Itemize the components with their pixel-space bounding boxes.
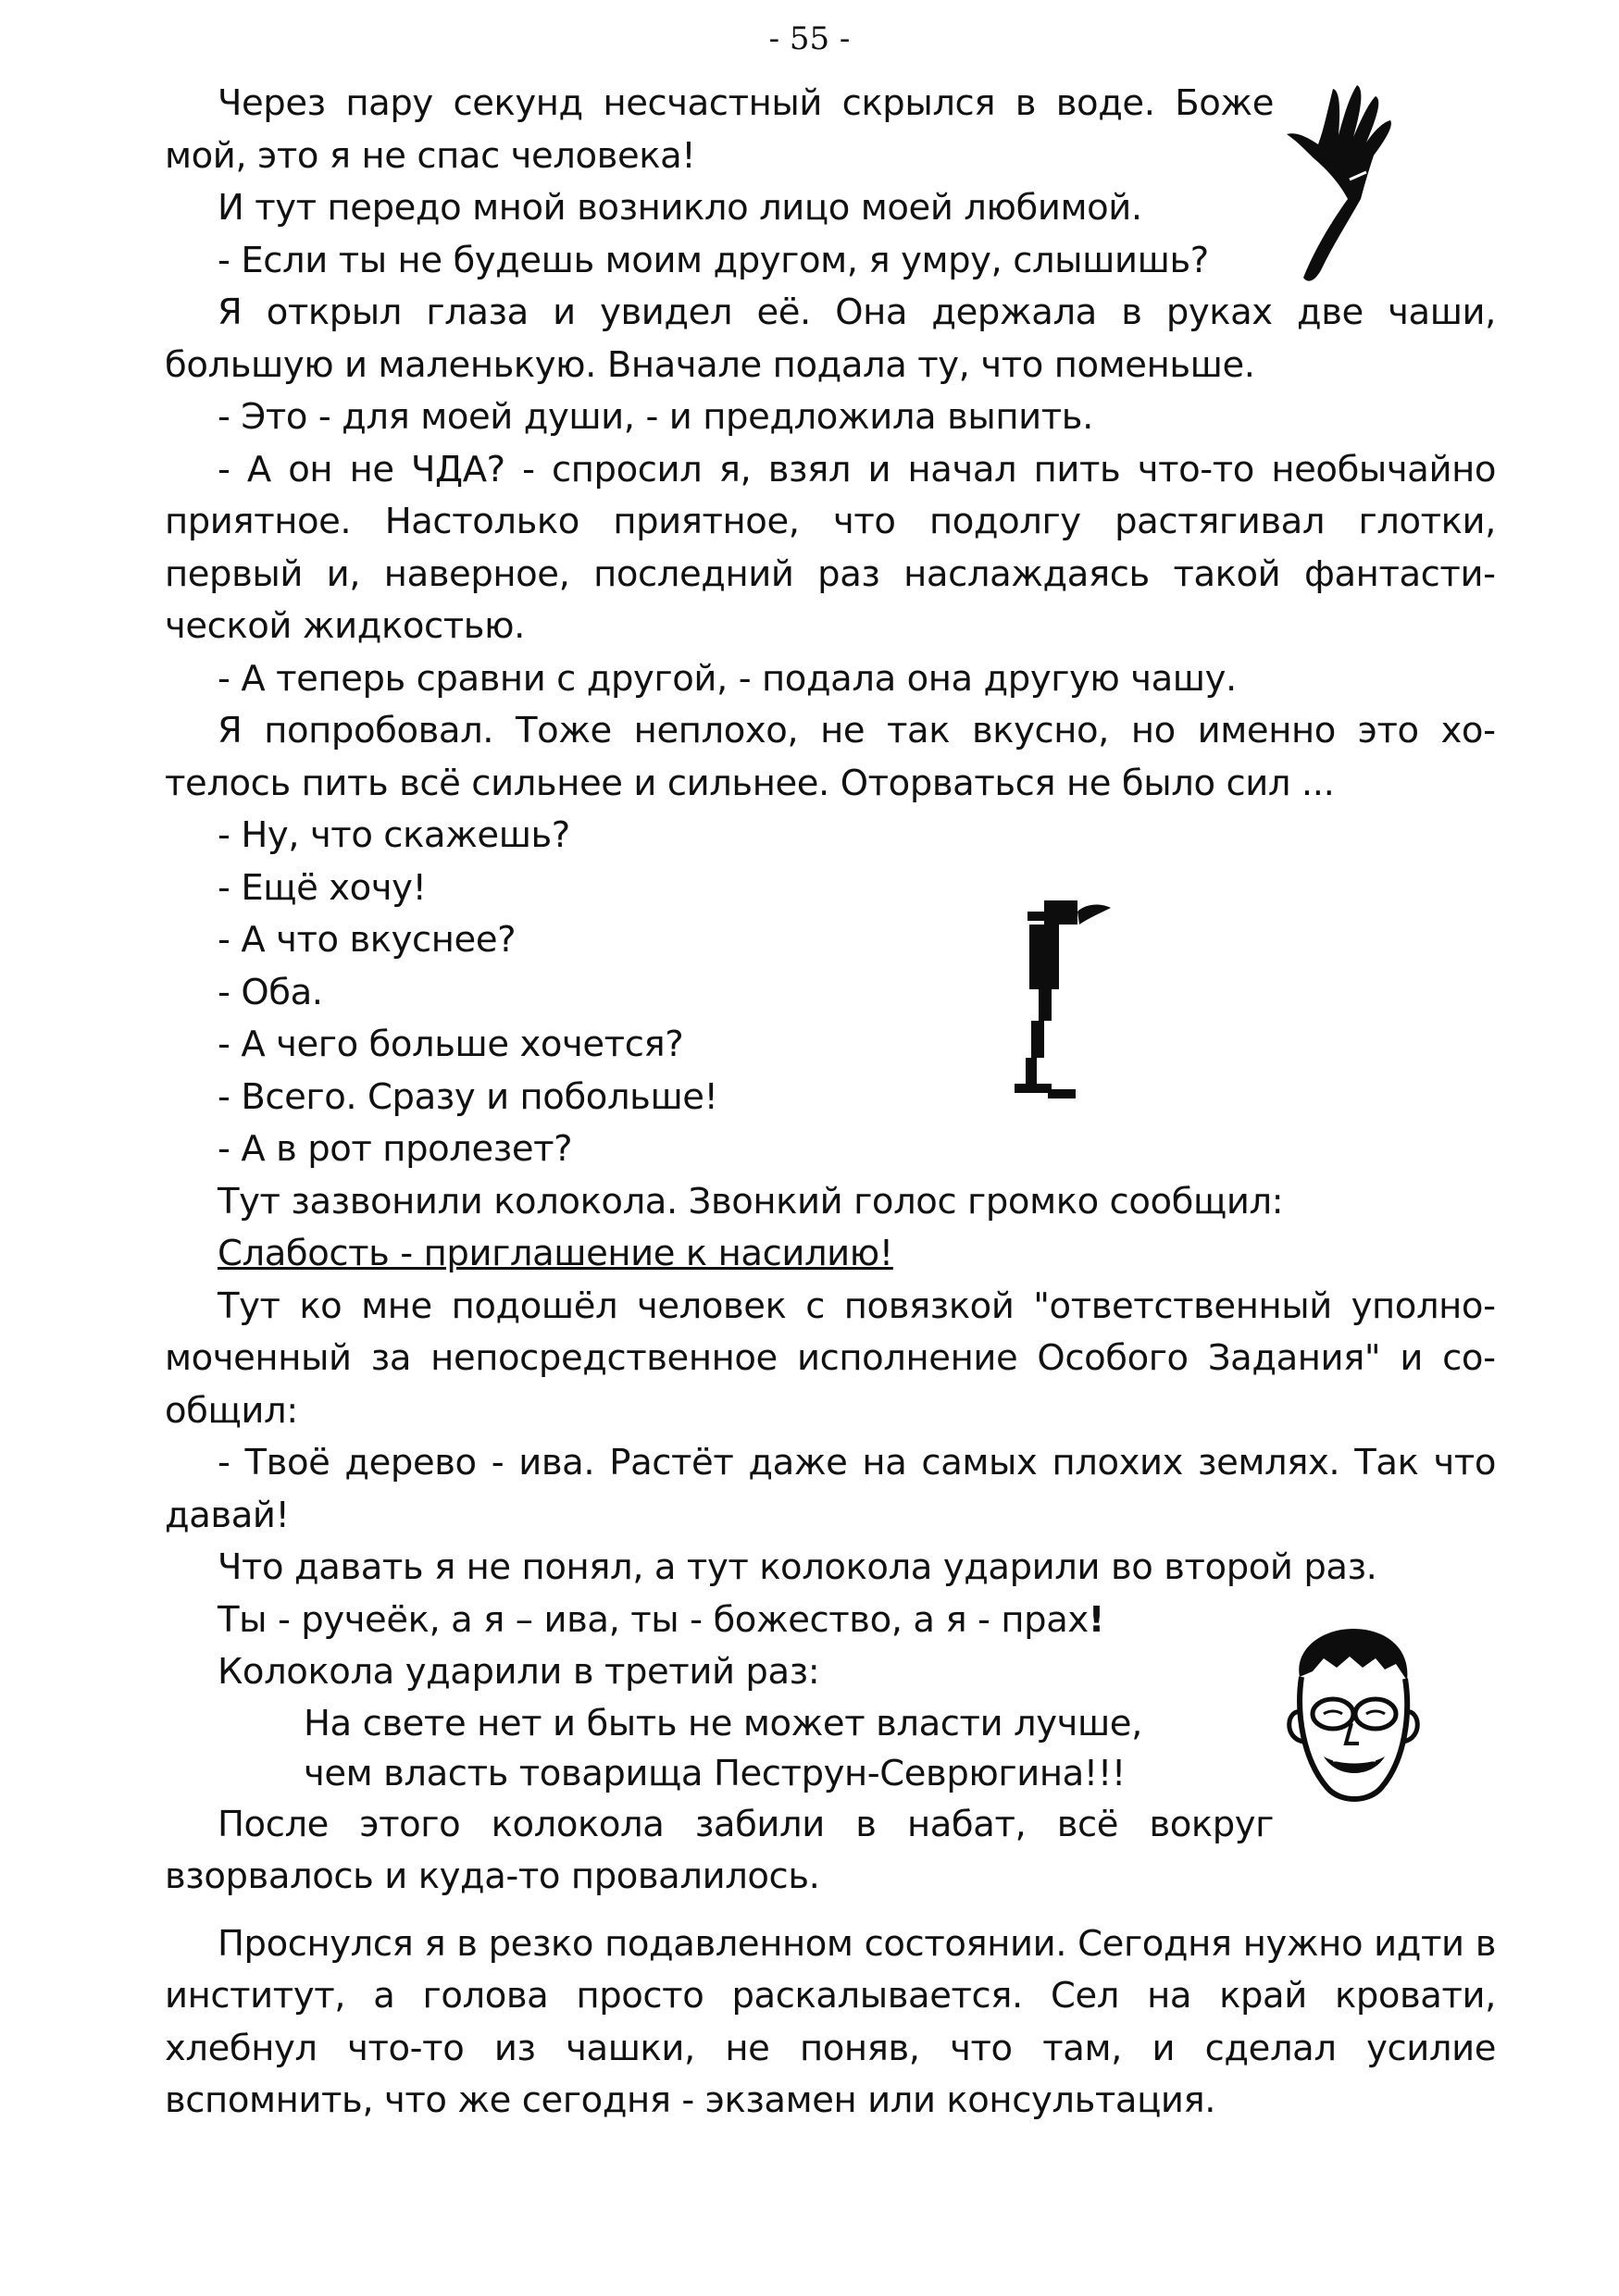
paragraph: - А теперь сравни с другой, - подала она другую чашу. (218, 657, 1237, 700)
dialogue-line: - Ещё хочу! (218, 866, 427, 909)
verse-line: Ты - ручеёк, а я – ива, ты - божество, а я - прах (218, 1598, 1089, 1641)
paragraph: - Твоё дерево - ива. Растёт даже на самых плохих землях. Так что давай! (165, 1442, 1496, 1536)
poem-line: На свете нет и быть не может власти лучше, (304, 1702, 1142, 1744)
paragraph-with-bold (165, 1595, 1496, 1647)
paragraph: - Если ты не будешь моим другом, я умру, слышишь? (218, 239, 1209, 281)
poem-line: чем власть товарища Пеструн-Севрюгина!!! (304, 1752, 1126, 1794)
dialogue-line: - А что вкуснее? (218, 919, 517, 961)
paragraph: Я попробовал. Тоже неплохо, не так вкусно, но именно это хотелось пить всё сильнее и сильнее. Оторваться не было сил ... (165, 710, 1496, 804)
dialogue-line: - А чего больше хочется? (218, 1024, 684, 1065)
paragraph: Тут ко мне подошёл человек с повязкой "ответственный уполномоченный за непосредственное исполнение Особого Задания" и сообщил: (165, 1285, 1496, 1432)
paragraph: Тут зазвонили колокола. Звонкий голос громко сообщил: (218, 1180, 1284, 1222)
dialogue-line: - А в рот пролезет? (218, 1128, 573, 1170)
paragraph: Я открыл глаза и увидел её. Она держала в руках две чаши, большую и маленькую. Вначале подала ту, что поменьше. (165, 292, 1496, 386)
paragraph: После этого колокола забили в набат, всё вокруг взорвалось и куда-то провалилось. (165, 1803, 1274, 1897)
paragraph: Что давать я не понял, а тут колокола ударили во второй раз. (218, 1546, 1377, 1588)
paragraph: Проснулся я в резко подавленном состоянии. Сегодня нужно идти в институт, а голова просто раскалывается. Сел на край кровати, хлебнул что-то из чашки, не поняв, что там, и сделал усилие вспомнить, что же сегодня - экзамен или консультация. (165, 1922, 1496, 2121)
paragraph: Через пару секунд несчастный скрылся в воде. Боже мой, это я не спас человека! (165, 82, 1274, 177)
dialogue-line: - Всего. Сразу и побольше! (218, 1075, 718, 1118)
slogan (165, 1228, 1496, 1281)
paragraph: - Это - для моей души, - и предложила выпить. (218, 396, 1093, 438)
body-text (165, 78, 1496, 2128)
paragraph: - А он не ЧДА? - спросил я, взял и начал пить что-то необычайно приятное. Настолько приятное, что подолгу растягивал глотки, первый и, наверное, последний раз наслаждаясь такой фантастической жидкостью. (165, 448, 1496, 647)
paragraph: И тут передо мной возникло лицо моей любимой. (218, 187, 1142, 229)
dialogue-line: - Ну, что скажешь? (218, 814, 570, 856)
paragraph: Колокола ударили в третий раз: (218, 1651, 820, 1693)
bold-exclamation: ! (1088, 1598, 1104, 1641)
page-number: - 55 - (768, 20, 851, 57)
dialogue-line: - Оба. (218, 971, 323, 1013)
slogan-text: Слабость - приглашение к насилию! (218, 1233, 893, 1274)
